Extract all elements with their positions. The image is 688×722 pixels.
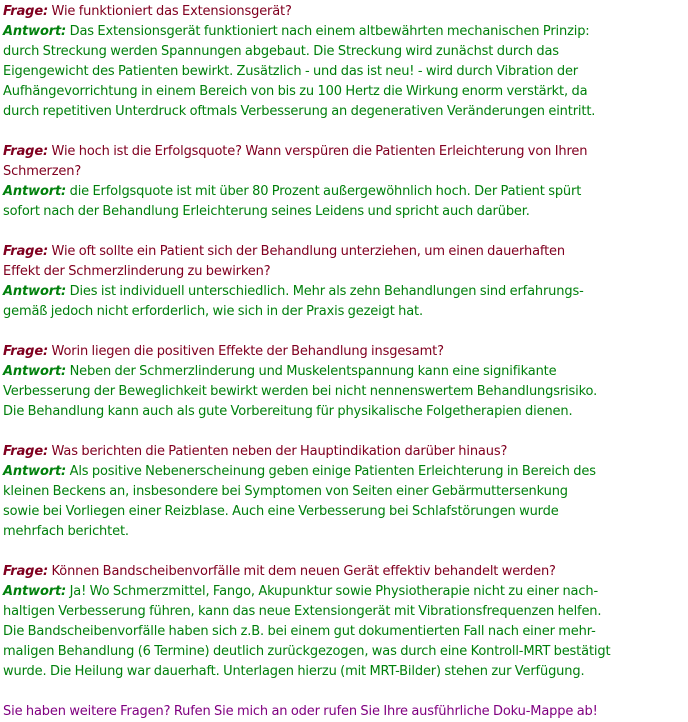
- answer-text: mehrfach berichtet.: [3, 524, 129, 539]
- answer-line: [3, 642, 685, 662]
- faq-item: [3, 242, 685, 322]
- answer-text: Eigengewicht des Patienten bewirkt. Zusätzlich - und das ist neu! - wird durch Vibration der: [3, 64, 578, 79]
- answer-text: Die Behandlung kann auch als gute Vorbereitung für physikalische Folgetherapien dienen.: [3, 404, 573, 419]
- answer-text: Ja! Wo Schmerzmittel, Fango, Akupunktur sowie Physiotherapie nicht zu einer nach-: [69, 584, 598, 599]
- answer-line: [3, 582, 685, 602]
- faq-answer: [3, 282, 685, 322]
- faq-page: [3, 2, 685, 722]
- answer-line: [3, 102, 685, 122]
- faq-question: [3, 142, 685, 182]
- answer-line: [3, 462, 685, 482]
- answer-text: Als positive Nebenerscheinung geben einige Patienten Erleichterung in Bereich des: [69, 464, 596, 479]
- answer-text: haltigen Verbesserung führen, kann das neue Extensiongerät mit Vibrationsfrequenzen helfen.: [3, 604, 602, 619]
- question-label: Frage:: [3, 344, 49, 359]
- answer-line: [3, 402, 685, 422]
- answer-text: durch repetitiven Unterdruck oftmals Verbesserung an degenerativen Veränderungen eintritt.: [3, 104, 596, 119]
- answer-line: [3, 502, 685, 522]
- answer-line: [3, 382, 685, 402]
- answer-text: Aufhängevorrichtung in einem Bereich von bis zu 100 Hertz die Wirkung enorm verstärkt, da: [3, 84, 588, 99]
- answer-text: Verbesserung der Beweglichkeit bewirkt werden bei nicht nennenswertem Behandlungsrisiko.: [3, 384, 598, 399]
- answer-line: [3, 62, 685, 82]
- question-text: Schmerzen?: [3, 164, 82, 179]
- question-label: Frage:: [3, 564, 49, 579]
- answer-text: Die Bandscheibenvorfälle haben sich z.B. bei einem gut dokumentierten Fall nach einer mehr-: [3, 624, 596, 639]
- answer-line: [3, 622, 685, 642]
- question-line: [3, 442, 685, 462]
- faq-question: [3, 562, 685, 582]
- faq-item: [3, 442, 685, 542]
- question-label: Frage:: [3, 444, 49, 459]
- faq-answer: [3, 582, 685, 682]
- closing-call-to-action: Sie haben weitere Fragen? Rufen Sie mich an oder rufen Sie Ihre ausführliche Doku-Mappe ab!: [3, 704, 598, 719]
- answer-label: Antwort:: [3, 364, 67, 379]
- answer-text: wurde. Die Heilung war dauerhaft. Unterlagen hierzu (mit MRT-Bilder) stehen zur Verfügung.: [3, 664, 585, 679]
- answer-text: Das Extensionsgerät funktioniert nach einem altbewährten mechanischen Prinzip:: [69, 24, 590, 39]
- answer-label: Antwort:: [3, 284, 67, 299]
- answer-line: [3, 602, 685, 622]
- faq-item: [3, 562, 685, 682]
- answer-text: sofort nach der Behandlung Erleichterung seines Leidens und spricht auch darüber.: [3, 204, 530, 219]
- question-text: Können Bandscheibenvorfälle mit dem neuen Gerät effektiv behandelt werden?: [51, 564, 556, 579]
- question-line: [3, 2, 685, 22]
- answer-label: Antwort:: [3, 464, 67, 479]
- faq-answer: [3, 462, 685, 542]
- answer-line: [3, 82, 685, 102]
- answer-text: sowie bei Vorliegen einer Reizblase. Auch eine Verbesserung bei Schlafstörungen wurde: [3, 504, 559, 519]
- answer-text: Neben der Schmerzlinderung und Muskelentspannung kann eine signifikante: [69, 364, 557, 379]
- question-text: Wie funktioniert das Extensionsgerät?: [51, 4, 292, 19]
- answer-label: Antwort:: [3, 24, 67, 39]
- answer-line: [3, 22, 685, 42]
- question-line: [3, 342, 685, 362]
- answer-text: Dies ist individuell unterschiedlich. Mehr als zehn Behandlungen sind erfahrungs-: [69, 284, 584, 299]
- question-label: Frage:: [3, 4, 49, 19]
- answer-label: Antwort:: [3, 584, 67, 599]
- answer-line: [3, 362, 685, 382]
- faq-question: [3, 442, 685, 462]
- question-label: Frage:: [3, 144, 49, 159]
- faq-item: [3, 142, 685, 222]
- faq-question: [3, 342, 685, 362]
- answer-line: [3, 522, 685, 542]
- answer-line: [3, 202, 685, 222]
- answer-text: maligen Behandlung (6 Termine) deutlich zurückgezogen, was durch eine Kontroll-MRT bestätigt: [3, 644, 611, 659]
- faq-answer: [3, 182, 685, 222]
- answer-text: gemäß jedoch nicht erforderlich, wie sich in der Praxis gezeigt hat.: [3, 304, 423, 319]
- faq-question: [3, 242, 685, 282]
- answer-line: [3, 282, 685, 302]
- faq-item: [3, 342, 685, 422]
- answer-label: Antwort:: [3, 184, 67, 199]
- question-line: [3, 162, 685, 182]
- faq-item: [3, 2, 685, 122]
- faq-answer: [3, 362, 685, 422]
- question-line: [3, 262, 685, 282]
- answer-line: [3, 182, 685, 202]
- answer-line: [3, 482, 685, 502]
- question-line: [3, 242, 685, 262]
- answer-line: [3, 662, 685, 682]
- answer-text: kleinen Beckens an, insbesondere bei Symptomen von Seiten einer Gebärmuttersenkung: [3, 484, 568, 499]
- faq-list: [3, 2, 685, 682]
- faq-question: [3, 2, 685, 22]
- question-text: Wie hoch ist die Erfolgsquote? Wann verspüren die Patienten Erleichterung von Ihren: [51, 144, 588, 159]
- answer-text: die Erfolgsquote ist mit über 80 Prozent außergewöhnlich hoch. Der Patient spürt: [69, 184, 582, 199]
- question-text: Worin liegen die positiven Effekte der Behandlung insgesamt?: [51, 344, 444, 359]
- question-line: [3, 562, 685, 582]
- answer-line: [3, 42, 685, 62]
- question-text: Effekt der Schmerzlinderung zu bewirken?: [3, 264, 271, 279]
- answer-text: durch Streckung werden Spannungen abgebaut. Die Streckung wird zunächst durch das: [3, 44, 559, 59]
- question-line: [3, 142, 685, 162]
- answer-line: [3, 302, 685, 322]
- question-text: Wie oft sollte ein Patient sich der Behandlung unterziehen, um einen dauerhaften: [51, 244, 565, 259]
- question-label: Frage:: [3, 244, 49, 259]
- question-text: Was berichten die Patienten neben der Hauptindikation darüber hinaus?: [51, 444, 508, 459]
- faq-answer: [3, 22, 685, 122]
